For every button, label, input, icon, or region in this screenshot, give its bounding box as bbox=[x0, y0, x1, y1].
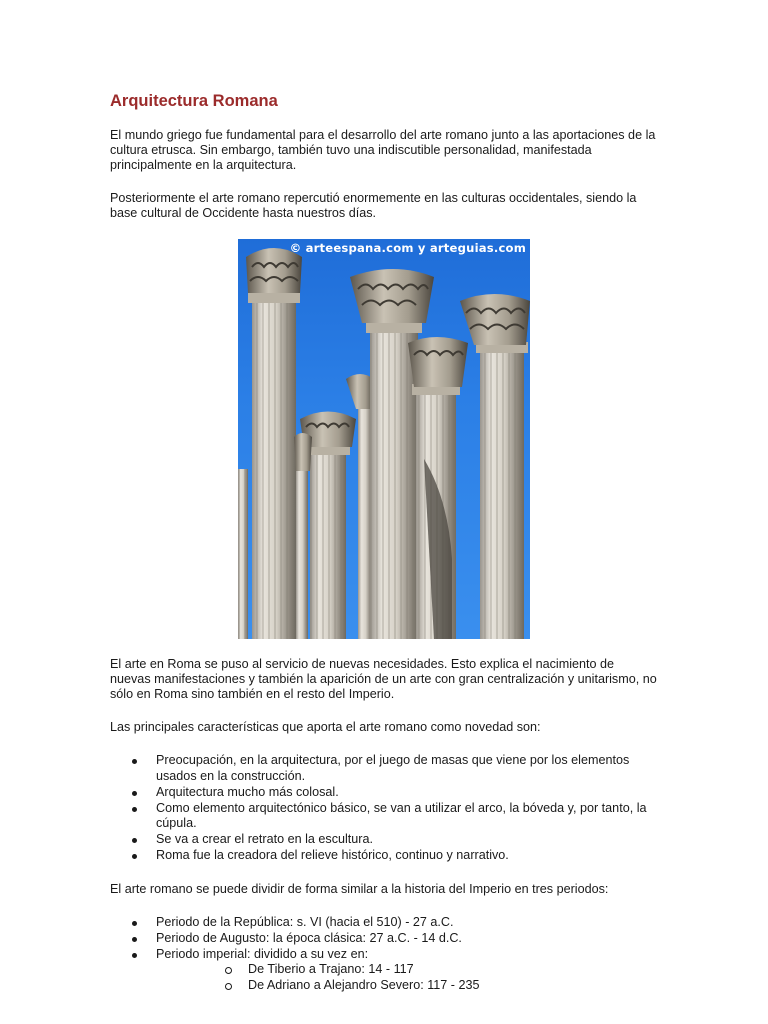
column-1 bbox=[246, 248, 302, 639]
list-item-text: Periodo de la República: s. VI (hacia el 510) - 27 a.C. bbox=[156, 914, 454, 929]
periods-list bbox=[110, 915, 658, 994]
body-paragraph-1: El arte en Roma se puso al servicio de nuevas necesidades. Esto explica el nacimiento de nuevas manifestaciones y también la aparición de un arte con gran centralización y unitarismo, no sólo en Roma sino también en el resto del Imperio. bbox=[110, 657, 657, 701]
list-item-text: Se va a crear el retrato en la escultura. bbox=[156, 832, 374, 846]
bullet-icon bbox=[132, 807, 137, 812]
list-item bbox=[110, 915, 658, 931]
list-item-text: Periodo de Augusto: la época clásica: 27 a.C. - 14 d.C. bbox=[156, 930, 462, 945]
column-5 bbox=[460, 294, 530, 639]
photo-watermark: © arteespana.com y arteguias.com bbox=[289, 241, 526, 255]
list-item bbox=[110, 947, 658, 994]
periods-intro: El arte romano se puede dividir de forma similar a la historia del Imperio en tres periodos: bbox=[110, 881, 609, 896]
circle-bullet-icon bbox=[225, 967, 232, 974]
sub-list-item-text: De Tiberio a Trajano: 14 - 117 bbox=[248, 962, 414, 976]
list-item bbox=[110, 832, 658, 848]
page-title: Arquitectura Romana bbox=[110, 92, 278, 110]
bullet-icon bbox=[132, 759, 137, 764]
list-item bbox=[110, 801, 658, 832]
bullet-icon bbox=[132, 937, 137, 942]
column-far-left bbox=[238, 469, 248, 639]
list-item bbox=[110, 785, 658, 801]
imperial-subperiods-list bbox=[156, 962, 658, 994]
body-paragraph-2: Las principales características que aporta el arte romano como novedad son: bbox=[110, 720, 541, 734]
sub-list-item bbox=[156, 978, 658, 994]
list-item bbox=[110, 848, 658, 864]
sub-list-item-text: De Adriano a Alejandro Severo: 117 - 235 bbox=[248, 978, 480, 992]
list-item bbox=[110, 753, 658, 784]
columns-illustration bbox=[238, 239, 530, 639]
intro-paragraph-1: El mundo griego fue fundamental para el desarrollo del arte romano junto a las aportaciones de la cultura etrusca. Sin embargo, también tuvo una indiscutible personalidad, manifestada principalmente en la arquitectura. bbox=[110, 128, 656, 172]
list-item-text: Preocupación, en la arquitectura, por el juego de masas que viene por los elementos usados en la construcción. bbox=[156, 753, 630, 783]
list-item-text: Arquitectura mucho más colosal. bbox=[156, 784, 339, 799]
list-item bbox=[110, 931, 658, 947]
bullet-icon bbox=[132, 921, 137, 926]
bullet-icon bbox=[132, 953, 137, 958]
bullet-icon bbox=[132, 854, 137, 859]
bullet-icon bbox=[132, 791, 137, 796]
list-item-text: Roma fue la creadora del relieve histórico, continuo y narrativo. bbox=[156, 848, 509, 862]
columns-photo bbox=[238, 239, 530, 639]
circle-bullet-icon bbox=[225, 983, 232, 990]
sub-list-item bbox=[156, 962, 658, 978]
list-item-text: Periodo imperial: dividido a su vez en: bbox=[156, 946, 369, 961]
characteristics-list bbox=[110, 753, 658, 864]
document-page bbox=[110, 90, 658, 1012]
list-item-text: Como elemento arquitectónico básico, se van a utilizar el arco, la bóveda y, por tanto, la cúpula. bbox=[156, 800, 647, 830]
intro-paragraph-2: Posteriormente el arte romano repercutió enormemente en las culturas occidentales, siendo la base cultural de Occidente hasta nuestros días. bbox=[110, 191, 637, 220]
column-4 bbox=[408, 337, 468, 639]
bullet-icon bbox=[132, 838, 137, 843]
